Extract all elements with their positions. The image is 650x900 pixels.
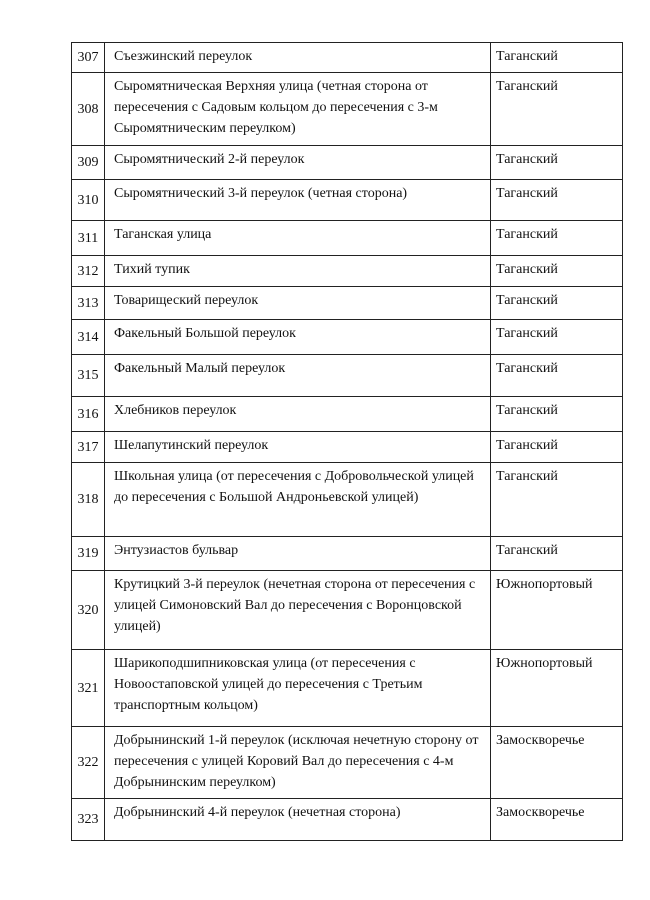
street-name: Съезжинский переулок xyxy=(105,43,491,73)
row-number: 316 xyxy=(72,397,105,432)
table-row xyxy=(72,727,623,799)
row-number: 315 xyxy=(72,355,105,397)
table-row xyxy=(72,432,623,463)
street-name: Сыромятническая Верхняя улица (четная сторона от пересечения с Садовым кольцом до пересечения с 3-м Сыромятническим переулком) xyxy=(105,73,491,146)
table-row xyxy=(72,43,623,73)
row-number: 323 xyxy=(72,799,105,841)
table-row xyxy=(72,180,623,221)
table-row xyxy=(72,571,623,650)
street-name: Крутицкий 3-й переулок (нечетная сторона от пересечения с улицей Симоновский Вал до пересечения с Воронцовской улицей) xyxy=(105,571,491,650)
row-number: 309 xyxy=(72,146,105,180)
table-row xyxy=(72,221,623,256)
street-name: Школьная улица (от пересечения с Добровольческой улицей до пересечения с Большой Андроньевской улицей) xyxy=(105,463,491,537)
street-name: Добрынинский 4-й переулок (нечетная сторона) xyxy=(105,799,491,841)
table-row xyxy=(72,537,623,571)
row-number: 312 xyxy=(72,256,105,287)
row-number: 321 xyxy=(72,650,105,727)
street-name: Добрынинский 1-й переулок (исключая нечетную сторону от пересечения с улицей Коровий Вал до пересечения с 4-м Добрынинским переулком) xyxy=(105,727,491,799)
row-number: 318 xyxy=(72,463,105,537)
street-name: Шарикоподшипниковская улица (от пересечения с Новоостаповской улицей до пересечения с Третьим транспортным кольцом) xyxy=(105,650,491,727)
row-number: 308 xyxy=(72,73,105,146)
district-name: Таганский xyxy=(491,397,623,432)
district-name: Южнопортовый xyxy=(491,571,623,650)
district-name: Таганский xyxy=(491,432,623,463)
district-name: Таганский xyxy=(491,287,623,320)
table-row xyxy=(72,397,623,432)
table-row xyxy=(72,287,623,320)
table-row xyxy=(72,73,623,146)
district-name: Таганский xyxy=(491,463,623,537)
district-name: Замоскворечье xyxy=(491,727,623,799)
district-name: Таганский xyxy=(491,73,623,146)
row-number: 313 xyxy=(72,287,105,320)
row-number: 307 xyxy=(72,43,105,73)
street-name: Товарищеский переулок xyxy=(105,287,491,320)
district-name: Таганский xyxy=(491,256,623,287)
street-name: Тихий тупик xyxy=(105,256,491,287)
row-number: 320 xyxy=(72,571,105,650)
row-number: 317 xyxy=(72,432,105,463)
street-name: Факельный Малый переулок xyxy=(105,355,491,397)
table-row xyxy=(72,146,623,180)
street-name: Хлебников переулок xyxy=(105,397,491,432)
table-row xyxy=(72,355,623,397)
table-row xyxy=(72,650,623,727)
street-name: Энтузиастов бульвар xyxy=(105,537,491,571)
street-name: Шелапутинский переулок xyxy=(105,432,491,463)
street-name: Факельный Большой переулок xyxy=(105,320,491,355)
row-number: 322 xyxy=(72,727,105,799)
district-name: Таганский xyxy=(491,537,623,571)
row-number: 314 xyxy=(72,320,105,355)
row-number: 319 xyxy=(72,537,105,571)
district-name: Таганский xyxy=(491,43,623,73)
district-name: Таганский xyxy=(491,146,623,180)
district-name: Таганский xyxy=(491,355,623,397)
district-name: Таганский xyxy=(491,221,623,256)
table-row xyxy=(72,463,623,537)
street-name: Сыромятнический 2-й переулок xyxy=(105,146,491,180)
district-name: Таганский xyxy=(491,320,623,355)
table-row xyxy=(72,799,623,841)
district-name: Южнопортовый xyxy=(491,650,623,727)
table-row xyxy=(72,256,623,287)
district-name: Таганский xyxy=(491,180,623,221)
row-number: 310 xyxy=(72,180,105,221)
street-name: Сыромятнический 3-й переулок (четная сторона) xyxy=(105,180,491,221)
row-number: 311 xyxy=(72,221,105,256)
district-name: Замоскворечье xyxy=(491,799,623,841)
street-name: Таганская улица xyxy=(105,221,491,256)
table-row xyxy=(72,320,623,355)
streets-table xyxy=(71,42,623,841)
